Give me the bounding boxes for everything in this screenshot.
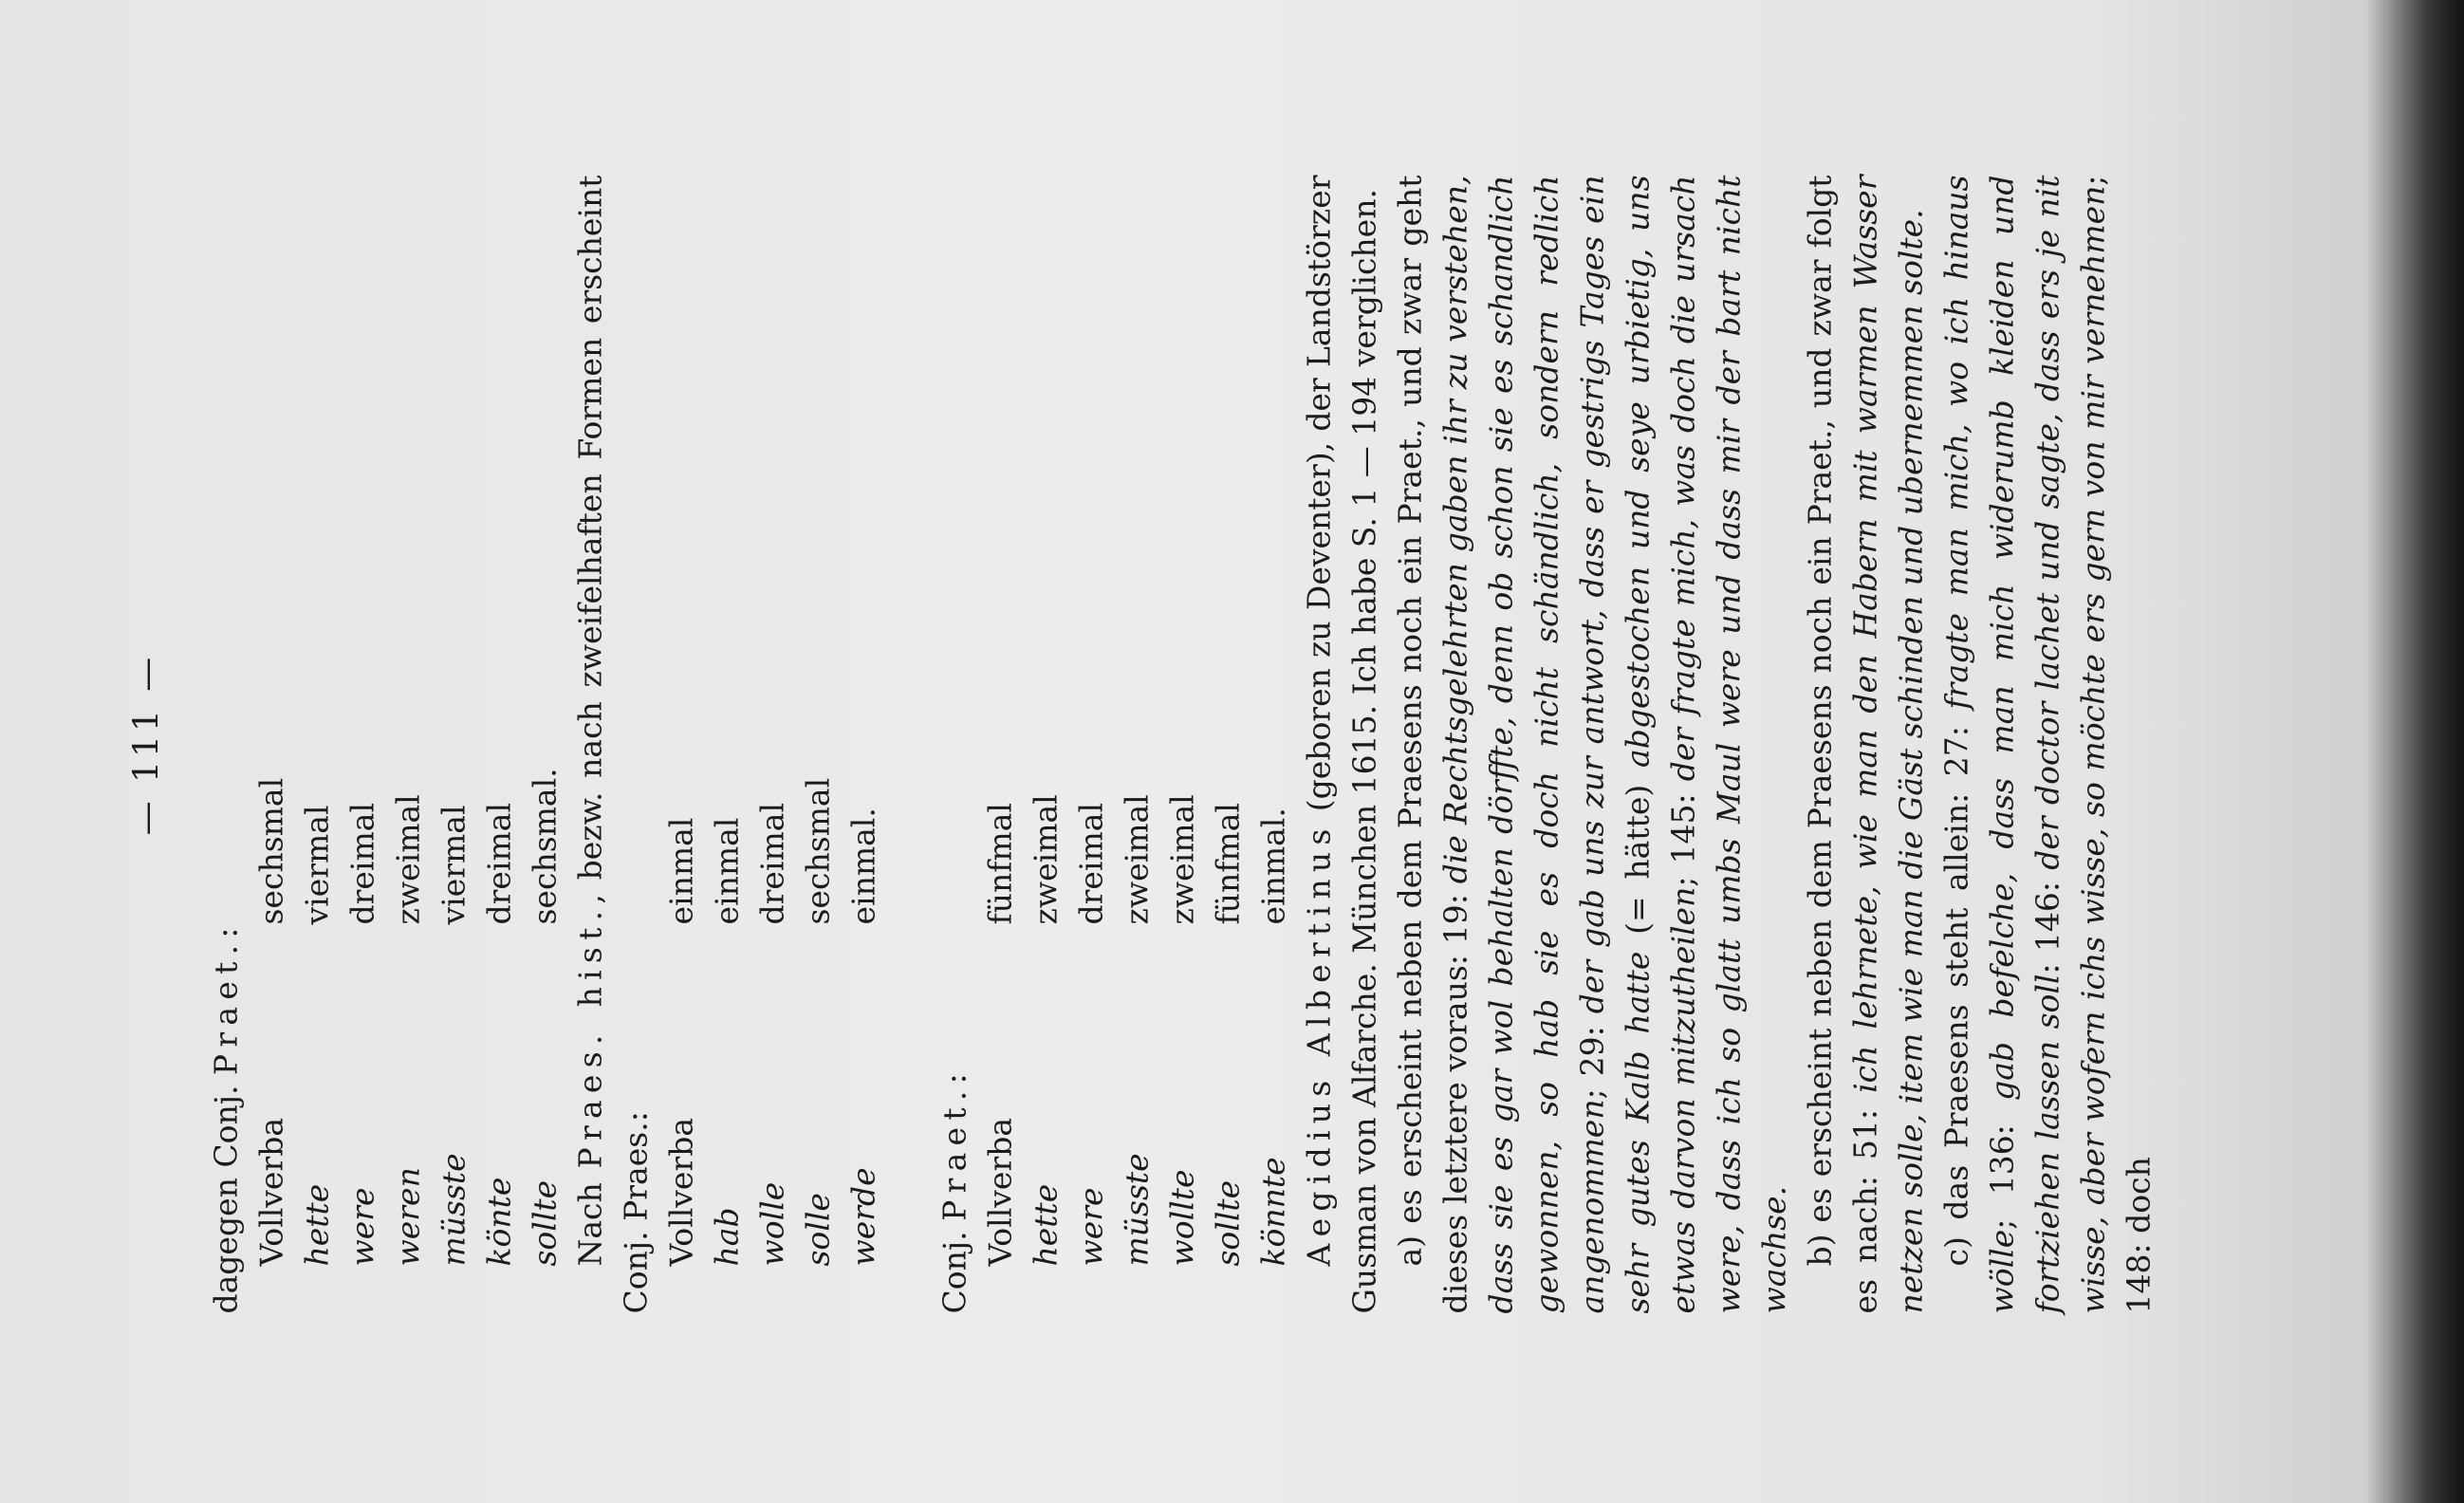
table-verb: müsste bbox=[1118, 1153, 1156, 1267]
table-count: einmal bbox=[708, 817, 746, 925]
table-count: dreimal bbox=[480, 802, 518, 925]
table-verb: hette bbox=[1027, 1183, 1065, 1267]
section3-table bbox=[978, 176, 1297, 1267]
table-verb: müsste bbox=[435, 1153, 472, 1267]
table-count: zweimal bbox=[1163, 794, 1201, 925]
page-number-header: — 111 — bbox=[127, 653, 167, 836]
table-count: dreimal bbox=[343, 802, 381, 925]
table-verb: sollte bbox=[1209, 1179, 1247, 1267]
book-page bbox=[0, 1, 2464, 1503]
table-head-verb: Vollverba bbox=[981, 1117, 1019, 1267]
section1-table bbox=[250, 176, 568, 1267]
table-verb: werde bbox=[844, 1167, 882, 1267]
table-count: viermal bbox=[298, 805, 336, 925]
table-verb: solle bbox=[799, 1193, 837, 1267]
table-count: dreimal bbox=[753, 802, 791, 925]
table-count: zweimal bbox=[1027, 794, 1065, 925]
table-verb: weren bbox=[389, 1167, 427, 1267]
table-count: dreimal bbox=[1072, 802, 1110, 925]
table-count: sechsmal. bbox=[526, 768, 564, 925]
table-verb: hette bbox=[298, 1183, 336, 1267]
aegidius-paragraph: Aegidius Albertinus (geboren zu Deventer), der Landstörzer Gusman von Alfarche. München 1615. Ich habe S. 1 — 194 verglichen. bbox=[1300, 175, 1383, 1314]
table-count: einmal bbox=[662, 817, 700, 925]
section2-intro: Nach Praes. hist., bezw. nach zweifelhaften Formen erscheint Conj. Praes.: bbox=[571, 175, 655, 1314]
table-head-verb: Vollverba bbox=[252, 1117, 290, 1267]
table-count: einmal. bbox=[844, 807, 882, 925]
table-count: viermal bbox=[435, 805, 472, 925]
paragraph-c: c) das Praesens steht allein: 27: fragte man mich, wo ich hinaus wölle; 136: gab befelche, dass man mich widerumb kleiden und fortziehen lassen soll: 146: der doctor lachet und sagte, dass ers je nit wisse, aber wofern ichs wisse, so möchte ers gern von mir vernehmen; 148: doch bbox=[1937, 175, 2158, 1314]
table-verb: were bbox=[343, 1187, 381, 1267]
table-count: einmal. bbox=[1254, 807, 1292, 925]
table-count: sechsmal bbox=[252, 777, 290, 925]
table-verb: wollte bbox=[1163, 1169, 1201, 1267]
table-count: sechsmal bbox=[799, 777, 837, 925]
page-body bbox=[204, 176, 2162, 1314]
table-count: fünfmal bbox=[1209, 803, 1247, 925]
section1-intro: dagegen Conj. Praet.: bbox=[207, 920, 245, 1314]
table-count: fünfmal bbox=[981, 803, 1019, 925]
table-verb: hab bbox=[708, 1207, 746, 1267]
table-verb: wolle bbox=[753, 1181, 791, 1267]
section2-table bbox=[659, 176, 887, 1267]
table-verb: könnte bbox=[1254, 1157, 1292, 1267]
table-count: zweimal bbox=[1118, 794, 1156, 925]
section3-intro: Conj. Praet.: bbox=[936, 1067, 973, 1314]
table-verb: sollte bbox=[526, 1179, 564, 1267]
table-count: zweimal bbox=[389, 794, 427, 925]
table-verb: were bbox=[1072, 1187, 1110, 1267]
paragraph-b: b) es erscheint neben dem Praesens noch ein Praet., und zwar folgt es nach: 51: ich lehrnete, wie man den Habern mit warmen Wasser netzen solle, item wie man die Gäst schinden und ubernemmen solte. bbox=[1801, 175, 1930, 1314]
paragraph-a: a) es erscheint neben dem Praesens noch ein Praet., und zwar geht dieses letztere voraus: 19: die Rechtsgelehrten gaben ihr zu verstehen, dass sie es gar wol behalten dörffte, denn ob schon sie es schandlich gewonnen, so hab sie es doch nicht schändlich, sondern redlich angenommen; 29: der gab uns zur antwort, dass er gestrigs Tages ein sehr gutes Kalb hatte (= hätte) abgestochen und seye urbietig, uns etwas darvon mitzutheilen; 145: der fragte mich, was doch die ursach were, dass ich so glatt umbs Maul were und dass mir der bart nicht wachse. bbox=[1391, 175, 1793, 1314]
table-head-verb: Vollverba bbox=[662, 1117, 700, 1267]
table-verb: könte bbox=[480, 1177, 518, 1267]
